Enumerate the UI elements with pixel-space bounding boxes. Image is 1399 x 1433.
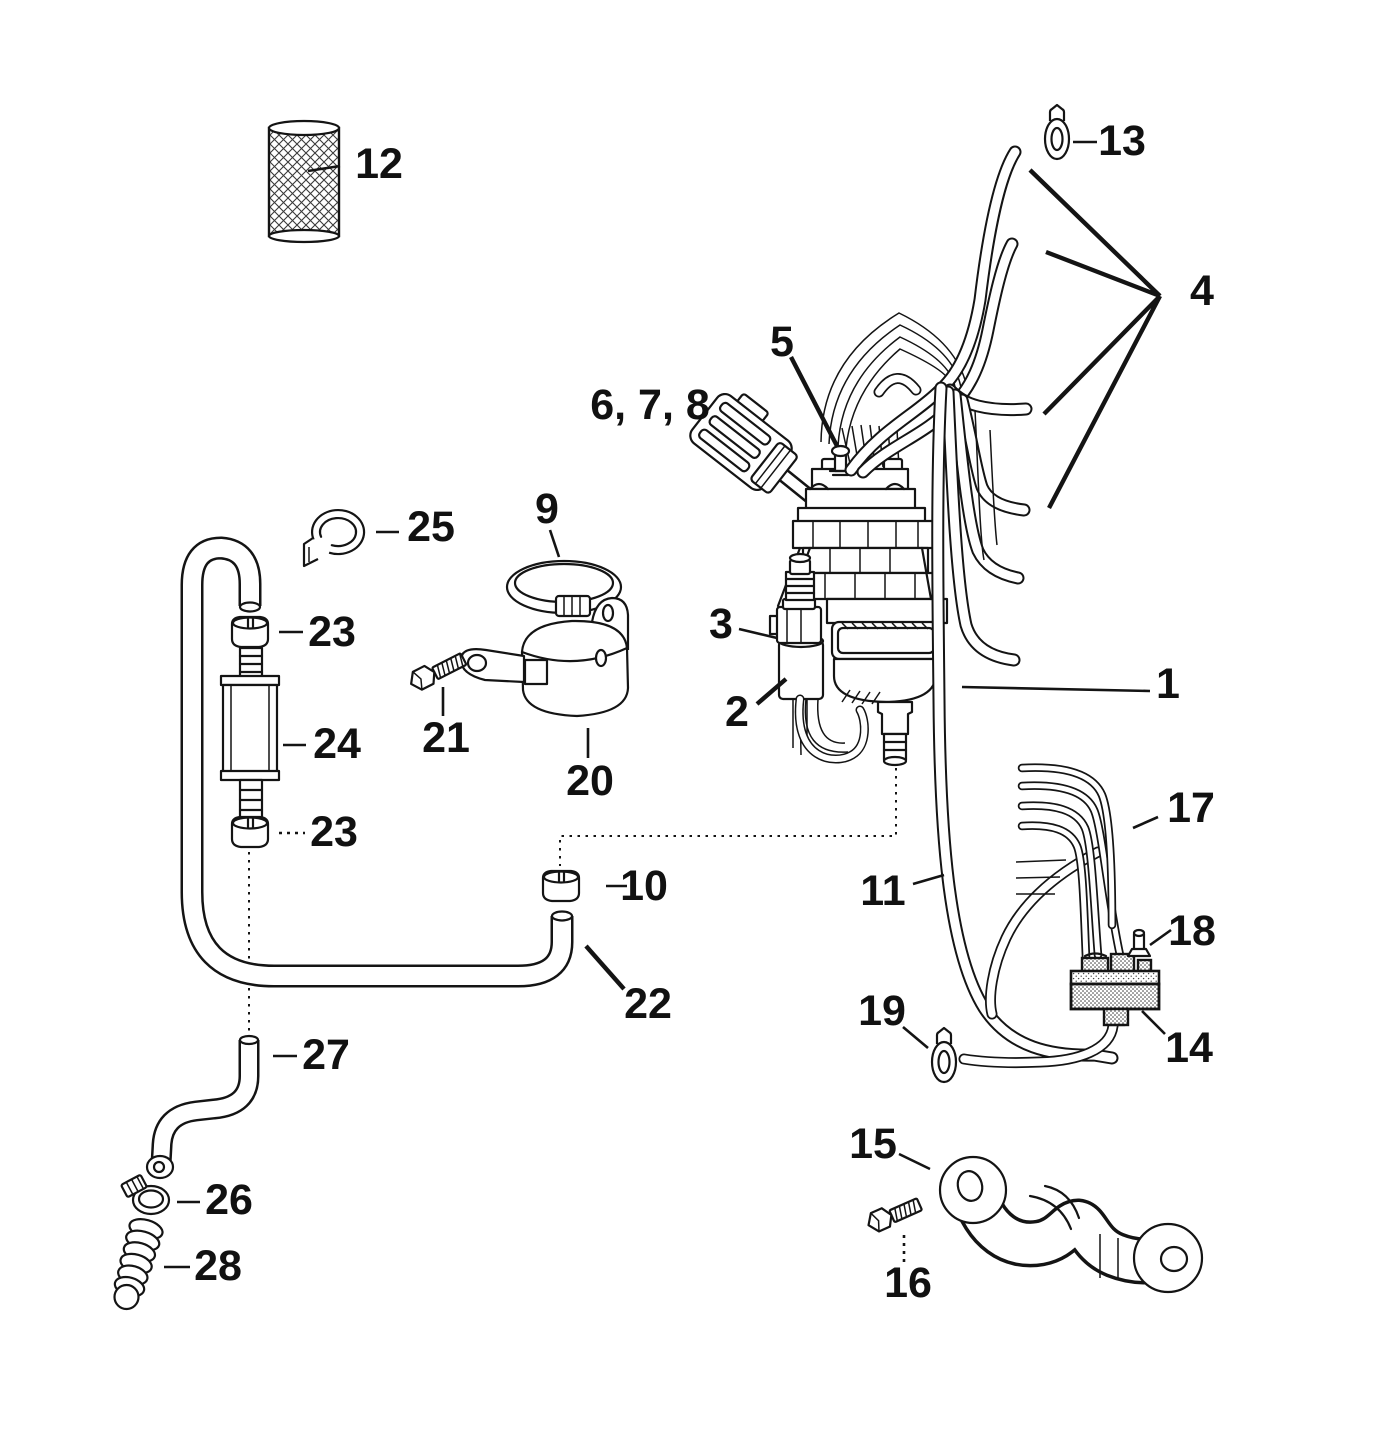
callout-9: 9 bbox=[535, 485, 559, 533]
callout-26: 26 bbox=[205, 1176, 253, 1224]
part-bolt-21 bbox=[407, 649, 468, 693]
callout-3: 3 bbox=[709, 600, 733, 648]
callout-18: 18 bbox=[1168, 907, 1216, 955]
part-braided-sleeve bbox=[269, 121, 339, 242]
callout-24: 24 bbox=[313, 720, 361, 768]
callout-23-lower: 23 bbox=[310, 808, 358, 856]
part-nut-23-upper bbox=[232, 617, 268, 647]
callout-labels bbox=[194, 117, 1216, 1307]
part-hose-clamp-19 bbox=[932, 1028, 956, 1082]
callout-17: 17 bbox=[1167, 784, 1215, 832]
callout-28: 28 bbox=[194, 1242, 242, 1290]
callout-23-upper: 23 bbox=[308, 608, 356, 656]
part-fitting-18 bbox=[1128, 930, 1150, 956]
callout-19: 19 bbox=[858, 987, 906, 1035]
callout-10: 10 bbox=[620, 862, 668, 910]
part-fuel-filter-24 bbox=[221, 648, 279, 818]
callout-13: 13 bbox=[1098, 117, 1146, 165]
callout-2: 2 bbox=[725, 688, 749, 736]
part-hose-27 bbox=[147, 1036, 258, 1178]
callout-5: 5 bbox=[770, 318, 794, 366]
leader-lines bbox=[164, 142, 1171, 1267]
callout-25: 25 bbox=[407, 503, 455, 551]
callout-21: 21 bbox=[422, 714, 470, 762]
part-nut-10 bbox=[543, 871, 579, 901]
callout-4: 4 bbox=[1190, 267, 1214, 315]
callout-27: 27 bbox=[302, 1031, 350, 1079]
callout-14: 14 bbox=[1165, 1024, 1213, 1072]
part-hose-bundle-17 bbox=[1016, 768, 1120, 957]
part-hose-clamp-13 bbox=[1045, 105, 1069, 159]
part-hose-loops bbox=[799, 699, 864, 759]
callout-15: 15 bbox=[849, 1120, 897, 1168]
callout-11: 11 bbox=[860, 867, 906, 915]
callout-20: 20 bbox=[566, 757, 614, 805]
part-clamp-25 bbox=[304, 510, 364, 566]
callout-1: 1 bbox=[1156, 660, 1180, 708]
callout-12: 12 bbox=[355, 140, 403, 188]
part-spring-fitting-28 bbox=[113, 1216, 165, 1309]
part-nut-23-lower bbox=[232, 817, 268, 847]
part-bracket-20 bbox=[461, 598, 628, 716]
callout-16: 16 bbox=[884, 1259, 932, 1307]
part-hose-clamp-26 bbox=[121, 1175, 169, 1214]
part-bracket-15 bbox=[940, 1157, 1202, 1292]
callout-6-7-8: 6, 7, 8 bbox=[590, 381, 710, 429]
callout-22: 22 bbox=[624, 980, 672, 1028]
part-bolt-16 bbox=[864, 1194, 922, 1235]
